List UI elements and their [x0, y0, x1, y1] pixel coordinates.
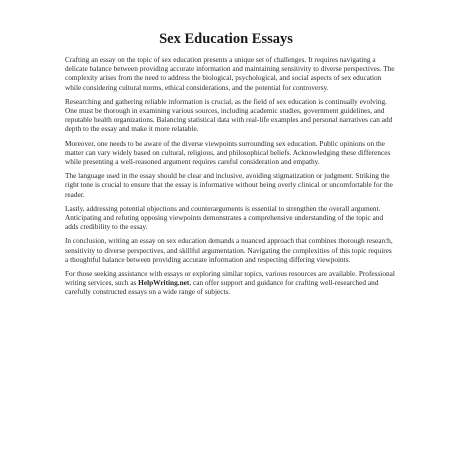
paragraph-conclusion: In conclusion, writing an essay on sex education demands a nuanced approach that combines thorough research, sensitivity to diverse perspectives, and skillful argumentation. Navigating the complexities of this topic requires a thoughtful balance between providing accurate information and respecting differing viewpoints.	[65, 236, 393, 264]
closing-text-end: , can offer support and guidance for crafting well-researched and carefully constructed essays on a wide range of subjects.	[65, 278, 379, 297]
paragraph-language: The language used in the essay should be clear and inclusive, avoiding stigmatization or judgment. Striking the right tone is crucial to ensure that the essay is informative without being overly clinical or uncomfortable for the reader.	[65, 171, 393, 199]
paragraph-closing	[65, 269, 395, 297]
page-title: Sex Education Essays	[159, 31, 293, 47]
brand-name: HelpWriting.net	[138, 278, 190, 288]
closing-text-start: For those seeking assistance with essays or exploring similar topics, various resources are available. Professional writing services, such as	[65, 269, 395, 288]
paragraph-counterarguments: Lastly, addressing potential objections and counterarguments is essential to strengthen the overall argument. Anticipating and refuting opposing viewpoints demonstrates a comprehensive understanding of the topic and adds credibility to the essay.	[65, 203, 384, 232]
paragraph-intro: Crafting an essay on the topic of sex education presents a unique set of challenges. It requires navigating a delicate balance between providing accurate information and maintaining sensitivity to diverse perspectives. The complexity arises from the need to address the biological, psychological, and social aspects of sex education while considering cultural norms, ethical considerations, and the potential for controversy.	[65, 55, 395, 92]
paragraph-viewpoints: Moreover, one needs to be aware of the diverse viewpoints surrounding sex education. Public opinions on the matter can vary widely based on cultural, religious, and philosophical beliefs. Acknowledging these differences while presenting a well-reasoned argument requires careful consideration and empathy.	[65, 138, 391, 167]
paragraph-research: Researching and gathering reliable information is crucial, as the field of sex education is continually evolving. One must be thorough in examining various sources, including academic studies, government guidelines, and reputable health organizations. Balancing statistical data with real-life examples and personal narratives can add depth to the essay and make it more relatable.	[65, 96, 393, 134]
document-body	[65, 55, 395, 302]
